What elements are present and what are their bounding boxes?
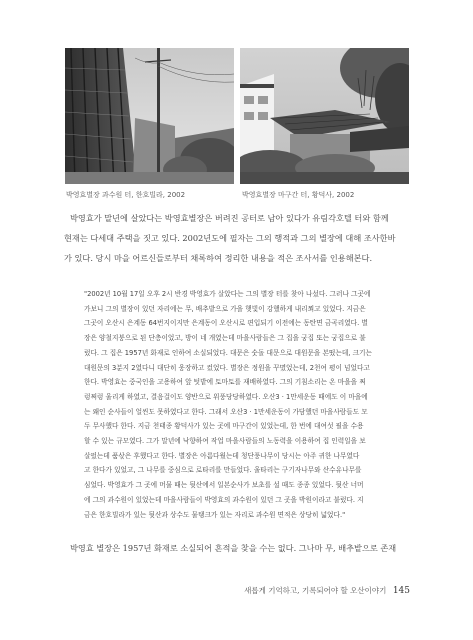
quote-line: 심었다. 박영효가 그 곳에 머물 때는 뒷산에서 일본순사가 보초를 설 때도 종종 있었다. 뒷산 너머 (84, 481, 364, 490)
quote-line: 대원문의 3분지 2였다니 대단히 웅장하고 컸었다. 별장은 정원을 꾸몄었는데, 2천여 평이 넘었다고 (84, 363, 370, 372)
intro-line: 현재는 다세대 주택을 짓고 있다. 2002년도에 필자는 그의 행적과 그의 별장에 대해 조사한바 (64, 233, 396, 243)
intro-line: 박영효가 말년에 살았다는 박영효별장은 버려진 공터로 남아 있다가 유림각호텔 터와 함께 (70, 213, 389, 223)
quote-line: 렀다. 그 집은 1957년 화재로 인하여 소실되었다. 대문은 숫돌 대문으로 대원문을 본떴는데, 크기는 (84, 348, 372, 357)
closing-line: 박영효 별장은 1957년 화재로 소실되어 흔적을 찾을 수는 없다. 그나마 무, 배추밭으로 존재 (70, 543, 397, 553)
intro-line: 가 있다. 당시 마을 어르신들로부터 채록하여 정리한 내용을 적은 조사서를 인용해본다. (64, 253, 373, 263)
photo-caption-left: 박영효별장 과수원 터, 한호빌라, 2002 (66, 191, 186, 199)
page-footer (244, 585, 410, 596)
quote-line: 에 그의 과수원이 있었는데 마을사람들이 박영효의 과수원이 있던 그 곳을 박원이라고 불렀다. 지 (84, 495, 364, 504)
intro-paragraph (64, 208, 410, 268)
quote-line: 렁쩌렁 울리게 하였고, 결음걸이도 양반으로 위풍당당하였다. 오산3 · 1만세운동 때에도 이 마을에 (84, 392, 368, 401)
photo-stable-site (240, 48, 409, 184)
quote-line: 장은 양철지붕으로 된 단층이었고, 방이 네 개였는데 마을사람들은 그 집을 궁집 또는 궁집으로 불 (84, 334, 366, 343)
quote-line: 그곳이 오산시 은계동 64번지이지만 은계동이 오산시로 편입되기 이전에는 동탄면 금곡리였다. 별 (84, 319, 368, 328)
photo-caption-right: 박영효별장 마구간 터, 황덕사, 2002 (242, 191, 355, 199)
quote-line: "2002년 10월 17일 오후 2시 반경 박영효가 살았다는 그의 별장 터를 찾아 나섰다. 그러나 그곳에 (84, 290, 371, 298)
photo-orchard-site (65, 48, 234, 184)
closing-paragraph (64, 538, 410, 558)
quote-line: 두 무사했다 한다. 지금 천태종 황덕사가 있는 곳에 마구간이 있었는데, 한 번에 대여섯 필을 수용 (84, 422, 364, 431)
quote-line: 금은 한호빌라가 있는 뒷산과 상수도 물탱크가 있는 자리로 과수원 면적은 상당히 넓었다." (84, 510, 346, 519)
quote-line: 는 왜인 순사들이 얼씬도 못하였다고 한다. 그래서 오산3 · 1만세운동이 가담했던 마을사람들도 모 (84, 407, 368, 416)
page-number: 145 (392, 586, 410, 596)
quote-line: 고 한다가 있었고, 그 나무를 중심으로 로타리를 만들었다. 울타리는 구기자나무와 산수유나무를 (84, 466, 362, 475)
quote-line: 가보니 그의 별장이 있던 자리에는 무, 배추밭으로 가을 햇빛이 강했하게 내리쬐고 있었다. 지금은 (84, 304, 366, 313)
quote-line: 살펐는데 품삯은 후했다고 한다. 별장은 아름다웠는데 청단풍나무이 당시는 아주 귀한 나무였다 (84, 451, 360, 460)
survey-quote (84, 287, 410, 522)
running-title: 새롭게 기억하고, 기록되어야 할 오산이야기 (244, 586, 387, 595)
quote-line: 할 수 있는 규모였다. 그가 말년에 낙향하여 작업 마을사람들의 노동력을 이용하여 집 인력일을 보 (84, 437, 366, 446)
quote-line: 한다. 박영효는 중국인을 고용하여 앞 텃밭에 토마토를 재배하였다. 그의 기침소리는 온 마을을 쩌 (84, 378, 366, 387)
